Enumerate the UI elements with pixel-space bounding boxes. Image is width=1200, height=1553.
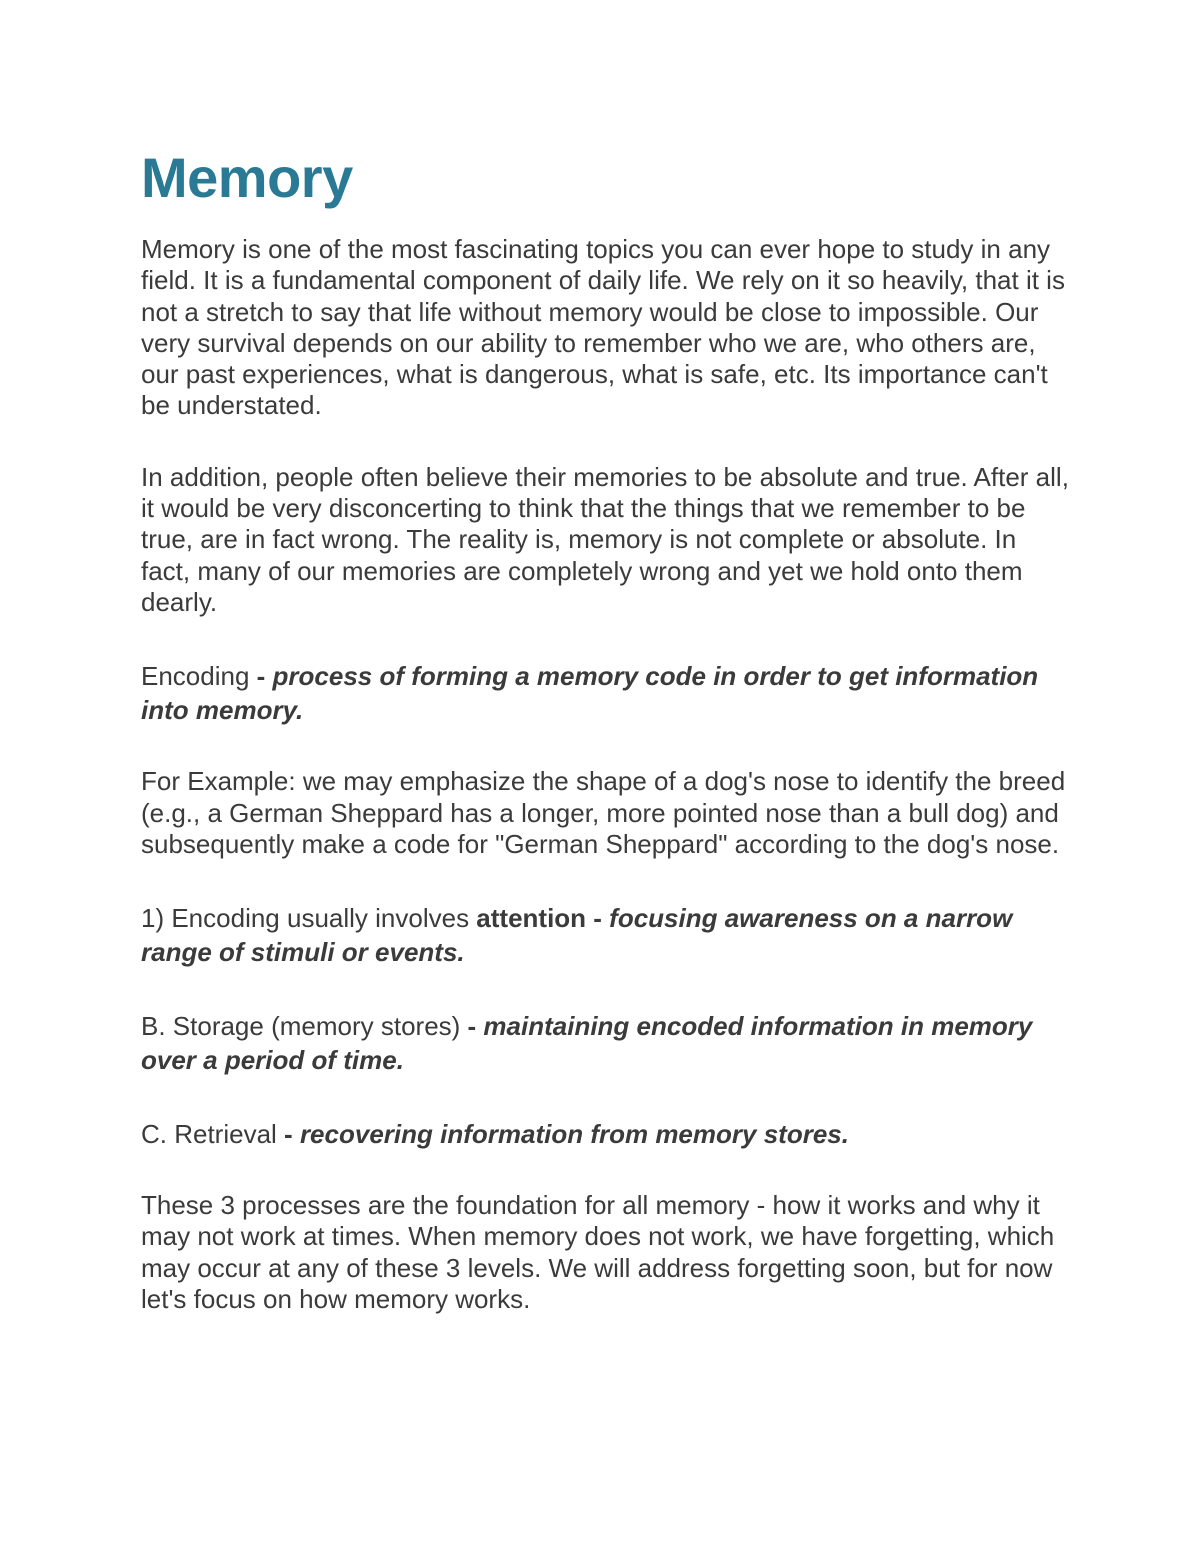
- attention-definition: [141, 901, 1071, 969]
- retrieval-definition-text: recovering information from memory stores.: [299, 1119, 849, 1150]
- retrieval-term: C. Retrieval: [141, 1119, 277, 1150]
- storage-separator: -: [460, 1011, 484, 1042]
- intro-paragraph: Memory is one of the most fascinating topics you can ever hope to study in any field. It is a fundamental component of daily life. We rely on it so heavily, that it is not a stretch to say that life without memory would be close to impossible. Our very survival depends on our ability to remember who we are, who others are, our past experiences, what is dangerous, what is safe, etc. Its importance can't be understated.: [141, 234, 1065, 421]
- retrieval-separator: -: [276, 1119, 300, 1150]
- attention-lead: 1) Encoding usually involves: [141, 903, 477, 934]
- encoding-definition: [141, 659, 1071, 727]
- encoding-separator: -: [249, 661, 273, 692]
- retrieval-definition: [141, 1117, 1071, 1151]
- attention-separator: -: [586, 903, 610, 934]
- encoding-definition-text: process of forming a memory code in order to get information into memory.: [141, 661, 1039, 726]
- page-title: Memory: [141, 146, 353, 209]
- document-page: [141, 142, 1071, 1315]
- absolute-paragraph: In addition, people often believe their memories to be absolute and true. After all, it would be very disconcerting to think that the things that we remember to be true, are in fact wrong. The reality is, memory is not complete or absolute. In fact, many of our memories are completely wrong and yet we hold onto them dearly.: [141, 461, 1069, 617]
- storage-definition-text: maintaining encoded information in memory over a period of time.: [141, 1011, 1033, 1076]
- storage-term: B. Storage (memory stores): [141, 1011, 461, 1042]
- example-paragraph: For Example: we may emphasize the shape of a dog's nose to identify the breed (e.g., a German Sheppard has a longer, more pointed nose than a bull dog) and subsequently make a code for "German Sheppard" according to the dog's nose.: [141, 766, 1066, 859]
- attention-term: attention: [476, 903, 587, 934]
- attention-definition-text: focusing awareness on a narrow range of stimuli or events.: [141, 903, 1013, 968]
- encoding-term: Encoding: [141, 661, 250, 692]
- storage-definition: [141, 1009, 1071, 1077]
- closing-paragraph: These 3 processes are the foundation for all memory - how it works and why it may not work at times. When memory does not work, we have forgetting, which may occur at any of these 3 levels. We will address forgetting soon, but for now let's focus on how memory works.: [141, 1190, 1055, 1315]
